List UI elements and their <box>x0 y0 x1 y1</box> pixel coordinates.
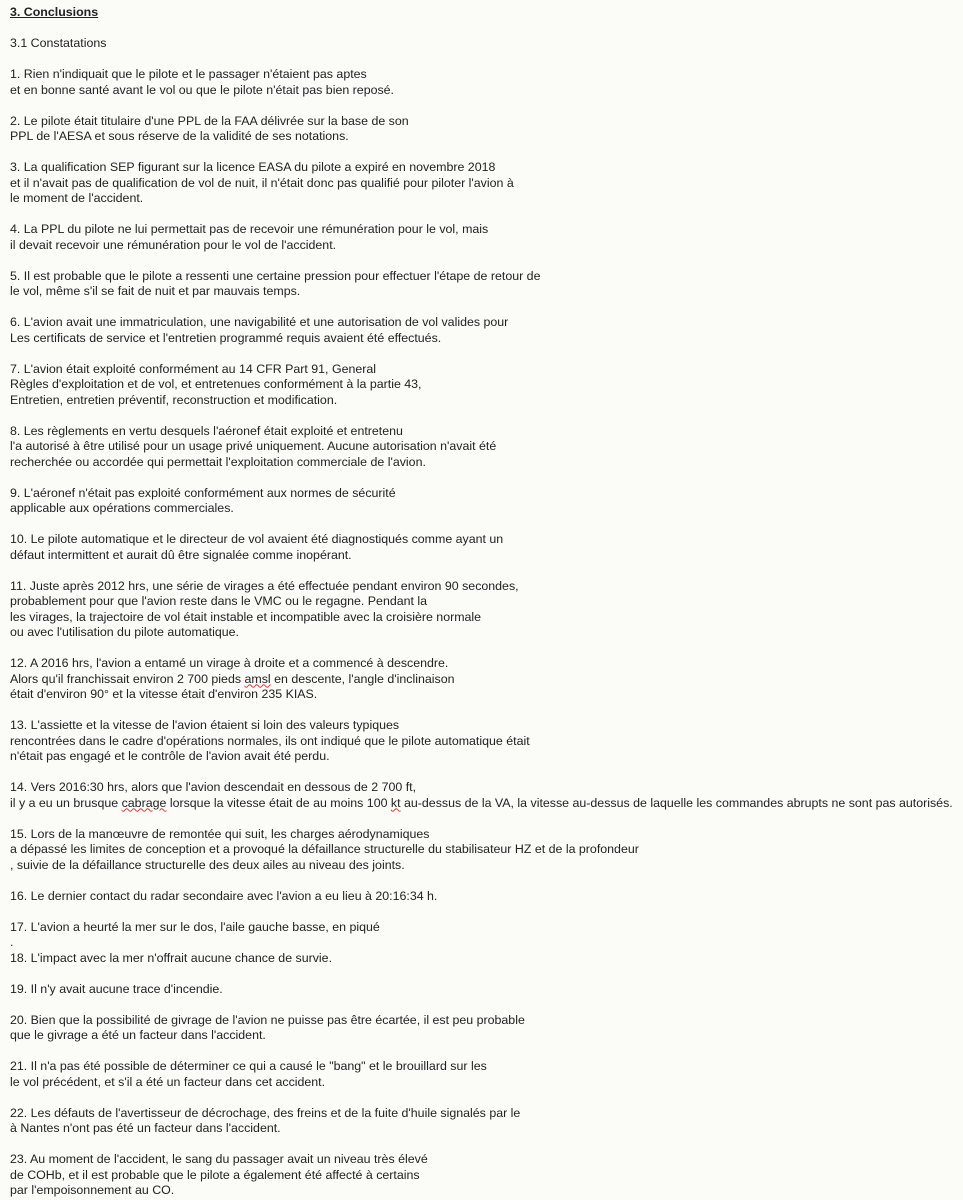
spacer <box>10 1137 959 1153</box>
paragraph-line: 23. Au moment de l'accident, le sang du passager avait un niveau très élevé <box>10 1152 428 1166</box>
spacer <box>10 52 959 68</box>
paragraph-line: il y a eu un brusque cabrage lorsque la vitesse était de au moins 100 kt au-dessus de la VA, la vitesse au-dessus de laquelle les commandes abrupts ne sont pas autorisés. <box>10 795 953 810</box>
spacer <box>10 145 959 161</box>
finding-paragraph <box>10 1059 959 1090</box>
spacer <box>10 563 959 579</box>
paragraph-line: 2. Le pilote était titulaire d'une PPL de la FAA délivrée sur la base de son <box>10 113 409 128</box>
paragraph-line: l'a autorisé à être utilisé pour un usage privé uniquement. Aucune autorisation n'avait été <box>10 439 497 453</box>
paragraph-line: par l'empoisonnement au CO. <box>10 1183 175 1197</box>
paragraph-line: le vol précédent, et s'il a été un facteur dans cet accident. <box>10 1074 326 1089</box>
paragraph-line: Les certificats de service et l'entretien programmé requis avaient été effectués. <box>10 330 442 345</box>
spacer <box>10 1044 959 1060</box>
paragraph-line: . <box>10 935 14 949</box>
paragraph-line: PPL de l'AESA et sous réserve de la validité de ses notations. <box>10 129 349 143</box>
paragraph-line: rencontrées dans le cadre d'opérations normales, ils ont indiqué que le pilote automatique était <box>10 733 530 748</box>
paragraph-line: les virages, la trajectoire de vol était instable et incompatible avec la croisière normale <box>10 609 482 624</box>
spacer <box>10 765 959 781</box>
paragraph-line: 3. La qualification SEP figurant sur la licence EASA du pilote a expiré en novembre 2018 <box>10 160 496 174</box>
section-heading: 3.1 Constatations <box>10 36 107 50</box>
spacer <box>10 966 959 982</box>
finding-paragraph <box>10 362 959 409</box>
finding-paragraph <box>10 532 959 563</box>
finding-paragraph <box>10 222 959 253</box>
paragraph-line: était d'environ 90° et la vitesse était d'environ 235 KIAS. <box>10 687 318 701</box>
spacer <box>10 703 959 719</box>
paragraph-line: 7. L'avion était exploité conformément au 14 CFR Part 91, General <box>10 361 377 376</box>
finding-paragraph <box>10 780 959 811</box>
finding-paragraph <box>10 718 959 765</box>
paragraph-line: 15. Lors de la manœuvre de remontée qui suit, les charges aérodynamiques <box>10 826 430 841</box>
spacer <box>10 517 959 533</box>
document-title: 3. Conclusions <box>10 5 99 19</box>
spacer <box>10 207 959 223</box>
spellcheck-flag: kt <box>390 795 401 810</box>
paragraph-line: Alors qu'il franchissait environ 2 700 pieds amsl en descente, l'angle d'inclinaison <box>10 671 455 686</box>
paragraph-line: 8. Les règlements en vertu desquels l'aéronef était exploité et entretenu <box>10 423 403 438</box>
paragraph-line: 13. L'assiette et la vitesse de l'avion étaient si loin des valeurs typiques <box>10 718 400 732</box>
finding-paragraph <box>10 579 959 641</box>
paragraph-line: le moment de l'accident. <box>10 191 144 205</box>
paragraph-line: 12. A 2016 hrs, l'avion a entamé un virage à droite et a commencé à descendre. <box>10 656 449 670</box>
spacer <box>10 21 959 37</box>
paragraph-line: 14. Vers 2016:30 hrs, alors que l'avion descendait en dessous de 2 700 ft, <box>10 780 417 794</box>
paragraph-line: Règles d'exploitation et de vol, et entretenues conformément à la partie 43, <box>10 377 422 391</box>
spacer <box>10 641 959 657</box>
paragraph-line: 19. Il n'y avait aucune trace d'incendie. <box>10 981 223 996</box>
spacer <box>10 997 959 1013</box>
paragraph-line: 11. Juste après 2012 hrs, une série de virages a été effectuée pendant environ 90 secondes, <box>10 578 519 593</box>
spacer <box>10 300 959 316</box>
spellcheck-flag: cabrage <box>121 795 167 810</box>
paragraph-line: a dépassé les limites de conception et a provoqué la défaillance structurelle du stabilisateur HZ et de la profondeur <box>10 842 639 856</box>
paragraph-line: 20. Bien que la possibilité de givrage de l'avion ne puisse pas être écartée, il est peu probable <box>10 1012 525 1027</box>
spacer <box>10 253 959 269</box>
paragraph-line: et il n'avait pas de qualification de vol de nuit, il n'était donc pas qualifié pour piloter l'avion à <box>10 175 514 190</box>
spacer <box>10 1090 959 1106</box>
finding-paragraph <box>10 827 959 874</box>
paragraph-line: que le givrage a été un facteur dans l'accident. <box>10 1028 266 1042</box>
finding-paragraph <box>10 920 959 967</box>
spacer <box>10 811 959 827</box>
paragraph-line: 6. L'avion avait une immatriculation, une navigabilité et une autorisation de vol valides pour <box>10 315 509 329</box>
finding-paragraph <box>10 67 959 98</box>
spacer <box>10 346 959 362</box>
paragraph-line: recherchée ou accordée qui permettait l'exploitation commerciale de l'avion. <box>10 454 426 469</box>
paragraph-line: 17. L'avion a heurté la mer sur le dos, l'aile gauche basse, en piqué <box>10 919 380 934</box>
finding-paragraph <box>10 656 959 703</box>
finding-paragraph <box>10 114 959 145</box>
finding-paragraph <box>10 1106 959 1137</box>
spacer <box>10 904 959 920</box>
paragraph-line: à Nantes n'ont pas été un facteur dans l'accident. <box>10 1121 281 1135</box>
paragraph-line: il devait recevoir une rémunération pour le vol de l'accident. <box>10 237 337 252</box>
paragraph-line: 10. Le pilote automatique et le directeur de vol avaient été diagnostiqués comme ayant un <box>10 532 504 546</box>
spellcheck-flag: amsl <box>244 671 271 686</box>
paragraph-line: 4. La PPL du pilote ne lui permettait pas de recevoir une rémunération pour le vol, mais <box>10 222 489 236</box>
finding-paragraph <box>10 889 959 905</box>
finding-paragraph <box>10 982 959 998</box>
paragraph-line: 16. Le dernier contact du radar secondaire avec l'avion a eu lieu à 20:16:34 h. <box>10 888 438 903</box>
paragraph-line: ou avec l'utilisation du pilote automatique. <box>10 625 239 639</box>
paragraph-line: de COHb, et il est probable que le pilote a également été affecté à certains <box>10 1167 420 1182</box>
paragraph-line: , suivie de la défaillance structurelle des deux ailes au niveau des joints. <box>10 857 405 872</box>
paragraph-line: n'était pas engagé et le contrôle de l'avion avait été perdu. <box>10 749 330 763</box>
paragraph-line: 18. L'impact avec la mer n'offrait aucune chance de survie. <box>10 950 333 965</box>
paragraph-line: 21. Il n'a pas été possible de déterminer ce qui a causé le "bang" et le brouillard sur les <box>10 1059 487 1073</box>
findings-list <box>10 67 959 1199</box>
paragraph-line: Entretien, entretien préventif, reconstruction et modification. <box>10 392 338 407</box>
spacer <box>10 873 959 889</box>
paragraph-line: 5. Il est probable que le pilote a ressenti une certaine pression pour effectuer l'étape de retour de <box>10 268 541 283</box>
paragraph-line: 1. Rien n'indiquait que le pilote et le passager n'étaient pas aptes <box>10 67 367 81</box>
finding-paragraph <box>10 1013 959 1044</box>
finding-paragraph <box>10 424 959 471</box>
finding-paragraph <box>10 486 959 517</box>
paragraph-line: le vol, même s'il se fait de nuit et par mauvais temps. <box>10 284 301 298</box>
spacer <box>10 98 959 114</box>
paragraph-line: 22. Les défauts de l'avertisseur de décrochage, des freins et de la fuite d'huile signalés par le <box>10 1105 521 1120</box>
paragraph-line: probablement pour que l'avion reste dans le VMC ou le regagne. Pendant la <box>10 594 428 608</box>
spacer <box>10 470 959 486</box>
paragraph-line: applicable aux opérations commerciales. <box>10 501 234 515</box>
finding-paragraph <box>10 269 959 300</box>
document-body <box>10 5 959 1199</box>
finding-paragraph <box>10 160 959 207</box>
finding-paragraph <box>10 1152 959 1199</box>
paragraph-line: et en bonne santé avant le vol ou que le pilote n'était pas bien reposé. <box>10 82 395 97</box>
paragraph-line: 9. L'aéronef n'était pas exploité conformément aux normes de sécurité <box>10 485 396 500</box>
spacer <box>10 408 959 424</box>
paragraph-line: défaut intermittent et aurait dû être signalée comme inopérant. <box>10 547 352 562</box>
finding-paragraph <box>10 315 959 346</box>
